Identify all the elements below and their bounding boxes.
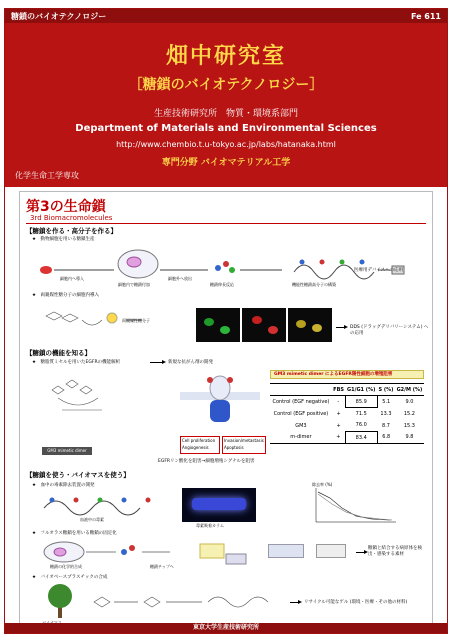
research-poster <box>19 191 433 629</box>
lab-url[interactable]: http://www.chembio.t.u-tokyo.ac.jp/labs/hatanaka.html <box>116 140 336 149</box>
step-label-b: 細胞外へ放出 <box>168 276 192 281</box>
table-cell: 71.5 <box>355 410 367 417</box>
department-en: Department of Materials and Environmental Sciences <box>75 123 377 134</box>
section-use-item-1: ★ 血中の毒素除去装置の開発 <box>32 483 95 488</box>
table-caption: GM3 mimetic dimer によるEGFR陽性細胞の増殖阻害 <box>270 370 424 379</box>
table-cell: m-dimer <box>270 432 332 444</box>
cell-proliferation-label: Cell proliferation <box>182 438 216 443</box>
table-cell: 85.9 <box>345 396 377 408</box>
chip-plate-icon <box>268 544 304 558</box>
table-cell: + <box>336 410 341 417</box>
microscopy-green <box>196 308 240 342</box>
fluorescent-tag-icon <box>107 313 117 323</box>
step-label-c: 細胞内で糖鎖付加 <box>118 282 150 287</box>
amphiphile-label: 両親媒性糖分子 <box>122 318 150 323</box>
microscopy-red <box>242 308 286 342</box>
removal-rate-graph <box>310 484 420 528</box>
booth-number: Fe 611 <box>410 11 441 21</box>
angiogenesis-label: Angiogenesis <box>182 445 209 450</box>
table-header: G1/G1 (%) <box>345 384 377 396</box>
toxin-column-photo <box>182 488 256 522</box>
top-bar <box>5 9 447 23</box>
table-row <box>270 396 424 408</box>
table-cell: 83.4 <box>345 432 377 444</box>
table-cell: 6.8 <box>377 432 395 444</box>
application-medical: 医療用デバイスへの応用 <box>354 268 404 273</box>
ligand-icon <box>227 377 233 383</box>
table-cell: + <box>336 422 341 429</box>
egfr-inhibition-note: EGFRリン酸化を阻害→細胞増殖シグナルを阻害 <box>158 459 255 464</box>
table-cell: 15.2 <box>403 410 415 417</box>
glycan-node-icon <box>215 265 221 271</box>
recyclable-gel-result: リサイクル可能なゲル (環境・医療・その他の材料) <box>304 600 408 605</box>
removal-rate-label: 除去率 (%) <box>312 482 333 487</box>
table-row <box>270 420 424 432</box>
section-use-item-2: ★ フルオラス糖鎖を用いる糖鎖の固定化 <box>32 531 117 536</box>
apoptosis-label: Apoptosis <box>224 445 244 450</box>
header-banner <box>5 23 447 187</box>
section-make: 【糖鎖を作る・高分子を作る】 <box>26 227 117 235</box>
table-header <box>270 384 332 396</box>
section-know-item-1: ★ 糖脂質ミセルを用いたEGFRの機能解析 <box>32 360 121 365</box>
glycan-node-icon <box>223 261 229 267</box>
egfr-label: EGFR <box>198 408 210 413</box>
table-cell: 5.1 <box>382 398 391 405</box>
section-use: 【糖鎖を使う・バイオマスを使う】 <box>26 471 130 479</box>
table-cell: 15.3 <box>403 422 415 429</box>
poster-title: 第3の生命鎖 <box>26 199 106 215</box>
title-rule <box>26 223 426 224</box>
table-cell: GM3 <box>295 422 307 429</box>
toxin-chain-diagram <box>40 490 160 520</box>
table-cell: 9.8 <box>395 432 424 444</box>
ligand-icon <box>207 377 213 383</box>
table-header: FBS <box>332 384 345 396</box>
gm3-dimer-badge: GM3 mimetic dimer <box>42 447 92 455</box>
major-name: 化学生命工学専攻 <box>15 171 79 180</box>
cell-cycle-table <box>270 383 424 444</box>
sugar-molecule-icon <box>40 266 52 274</box>
table-row <box>270 432 424 444</box>
section-know: 【糖鎖の機能を知る】 <box>26 349 91 357</box>
topbar-title: 糖鎖のバイオテクノロジー <box>11 11 107 21</box>
column-label: 毒素吸着カラム <box>196 523 224 528</box>
chip-label: 糖鎖チップへ <box>150 564 174 569</box>
table-cell: + <box>332 432 345 444</box>
bioplastic-synthesis-diagram <box>90 588 290 614</box>
department-ja: 生産技術研究所 物質・環境系部門 <box>153 109 298 119</box>
tree-biomass-icon <box>40 580 80 620</box>
table-row <box>270 408 424 420</box>
golgi-icon <box>127 257 141 267</box>
arrow-icon <box>356 552 366 553</box>
footer-institution: 東京大学生産技術研究所 <box>5 623 447 633</box>
synthesis-label: 糖鎖の化学的合成 <box>50 564 82 569</box>
step-label-a: 細胞内へ導入 <box>60 276 84 281</box>
invasion-label: Invasion/metastasis <box>224 438 264 443</box>
arrow-icon <box>150 362 164 363</box>
step-label-d: 糖鎖伸長反応 <box>210 282 234 287</box>
micelle-structure-diagram <box>42 370 122 440</box>
anticancer-label: 新規な抗がん剤の開発 <box>168 360 213 365</box>
poster-frame <box>4 8 448 634</box>
wash-plate-icon <box>316 544 346 558</box>
egfr-receptor-diagram <box>180 374 260 434</box>
pathogen-detection-result: 糖鎖と結合する病原体を検出・感染する素材 <box>368 546 422 557</box>
amphiphile-structure-diagram <box>42 304 192 344</box>
research-field: 専門分野 バイオマテリアル工学 <box>161 158 291 168</box>
section-make-item-1: ★ 動物細胞を用いる糖鎖生産 <box>32 237 95 242</box>
glycan-node-icon <box>229 267 235 273</box>
lab-subtitle: ［糖鎖のバイオテクノロジー］ <box>128 77 324 93</box>
toxin-label: 血液中の毒素 <box>80 517 104 522</box>
step-label-e: 機能性糖鎖高分子の構築 <box>292 282 336 287</box>
microscopy-merge <box>288 308 332 342</box>
table-cell: 8.7 <box>382 422 390 429</box>
table-cell: 76.0 <box>355 422 367 429</box>
application-dds: DDS (ドラッグデリバリーシステム) への応用 <box>350 325 429 336</box>
table-cell: 13.3 <box>380 410 392 417</box>
arrow-icon <box>336 327 346 328</box>
table-header: G2/M (%) <box>395 384 424 396</box>
table-cell: - <box>337 398 340 405</box>
table-cell: Control (EGF positive) <box>273 410 329 417</box>
section-make-item-2: ★ 両親媒性糖分子の細胞内導入 <box>32 293 100 298</box>
arrow-icon <box>290 602 300 603</box>
section-use-item-3: ★ バイオベースプラスチックの合成 <box>32 575 108 580</box>
table-cell: Control (EGF negative) <box>272 398 330 405</box>
table-header: S (%) <box>377 384 395 396</box>
lab-title: 畑中研究室 <box>165 44 286 69</box>
poster-title-en: 3rd Biomacromolecules <box>30 214 113 222</box>
table-cell: 9.0 <box>405 398 414 405</box>
table-header-row <box>270 384 424 396</box>
